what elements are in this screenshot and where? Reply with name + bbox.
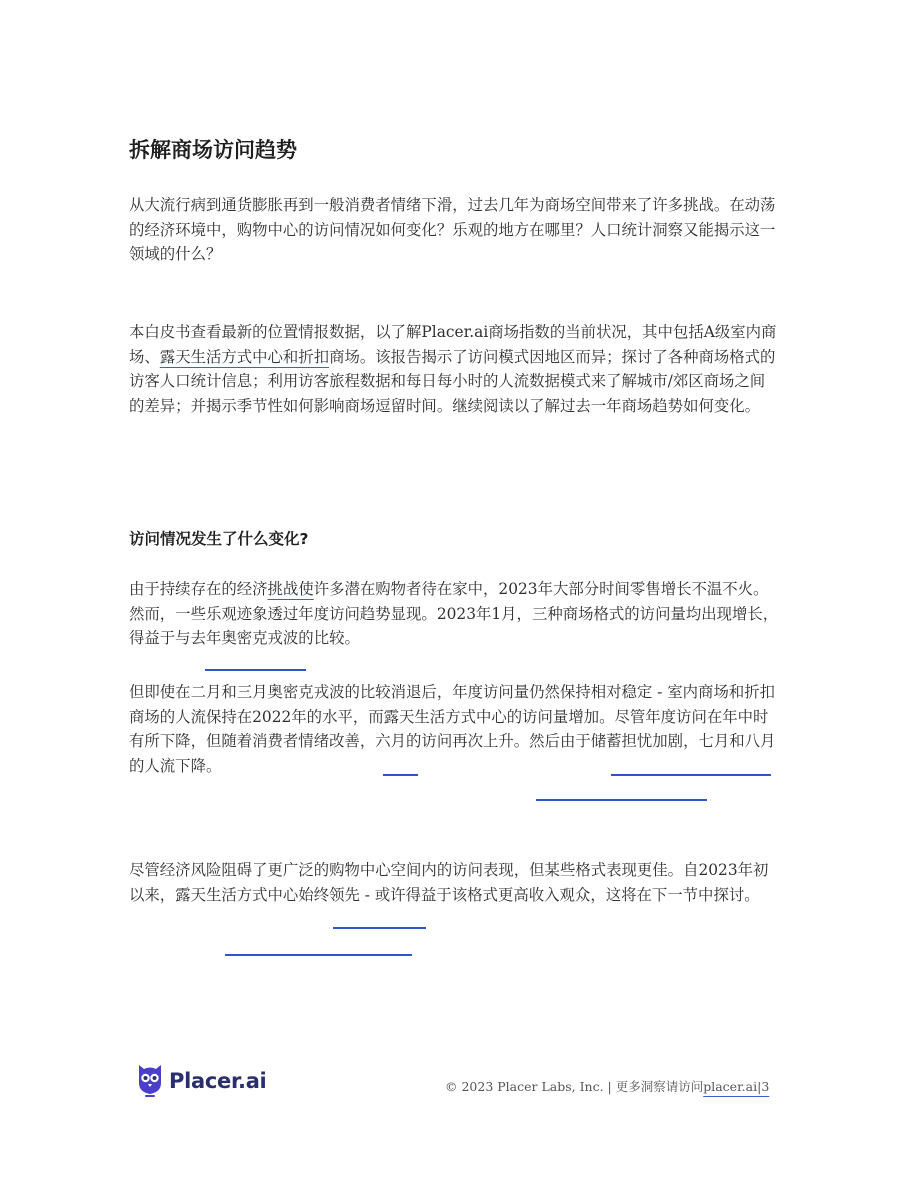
page-footer [445, 1077, 769, 1095]
economic-challenges-link[interactable]: 挑战使 [267, 580, 314, 598]
link-underline[interactable] [225, 954, 412, 956]
visits-text-a: 由于持续存在的经济 [129, 580, 268, 598]
section-heading: 访问情况发生了什么变化? [129, 530, 309, 548]
owl-icon [137, 1061, 163, 1101]
intro-paragraph: 从大流行病到通货膨胀再到一般消费者情绪下滑，过去几年为商场空间带来了许多挑战。在动荡的经济环境中，购物中心的访问情况如何变化？乐观的地方在哪里？人口统计洞察又能揭示这一领域的什么？ [129, 196, 776, 263]
link-underline[interactable] [333, 927, 426, 929]
footer-copyright: © 2023 Placer Labs, Inc. | 更多洞察请访问 [445, 1079, 704, 1094]
whitepaper-text-a: 本白皮书查看最新的位置情报数据，以了解Placer.ai商场指数的当前状况，其中包括A级室内商场、 [129, 323, 777, 366]
link-underline[interactable] [536, 799, 707, 801]
link-underline[interactable] [611, 774, 771, 776]
whitepaper-paragraph [129, 320, 779, 418]
link-underline[interactable] [383, 774, 418, 776]
page-number: |3 [757, 1079, 770, 1094]
visits-text-b: 许多潜在购物者待在家中，2023年大部分时间零售增长不温不火。然而，一些乐观迹象透过年度访问趋势显现。2023年1月，三种商场格式的访问量均出现增长，得益于与去年奥密克戎波的比较。 [129, 580, 779, 647]
visits-paragraph [129, 577, 779, 651]
page-title: 拆解商场访问趋势 [129, 138, 297, 162]
formats-paragraph: 尽管经济风险阻碍了更广泛的购物中心空间内的访问表现，但某些格式表现更佳。自2023年初以来，露天生活方式中心始终领先 - 或许得益于该格式更高收入观众，这将在下一节中探讨。 [129, 861, 769, 904]
logo-wordmark: Placer.ai [169, 1069, 267, 1093]
yearly-trend-paragraph: 但即使在二月和三月奥密克戎波的比较消退后，年度访问量仍然保持相对稳定 - 室内商场和折扣商场的人流保持在2022年的水平，而露天生活方式中心的访问量增加。尽管年度访问在年中时有所下降，但随着消费者情绪改善，六月的访问再次上升。然后由于储蓄担忧加剧，七月和八月的人流下降。 [129, 683, 776, 775]
placer-logo[interactable] [137, 1061, 266, 1101]
link-underline[interactable] [205, 669, 306, 671]
placer-site-link[interactable]: placer.ai [703, 1079, 758, 1094]
whitepaper-text-b: 商场。该报告揭示了访问模式因地区而异；探讨了各种商场格式的访客人口统计信息；利用访客旅程数据和每日每小时的人流数据模式来了解城市/郊区商场之间的差异；并揭示季节性如何影响商场逗留时间。继续阅读以了解过去一年商场趋势如何变化。 [129, 347, 776, 415]
lifestyle-centers-link[interactable]: 露天生活方式中心和折扣 [159, 347, 330, 366]
